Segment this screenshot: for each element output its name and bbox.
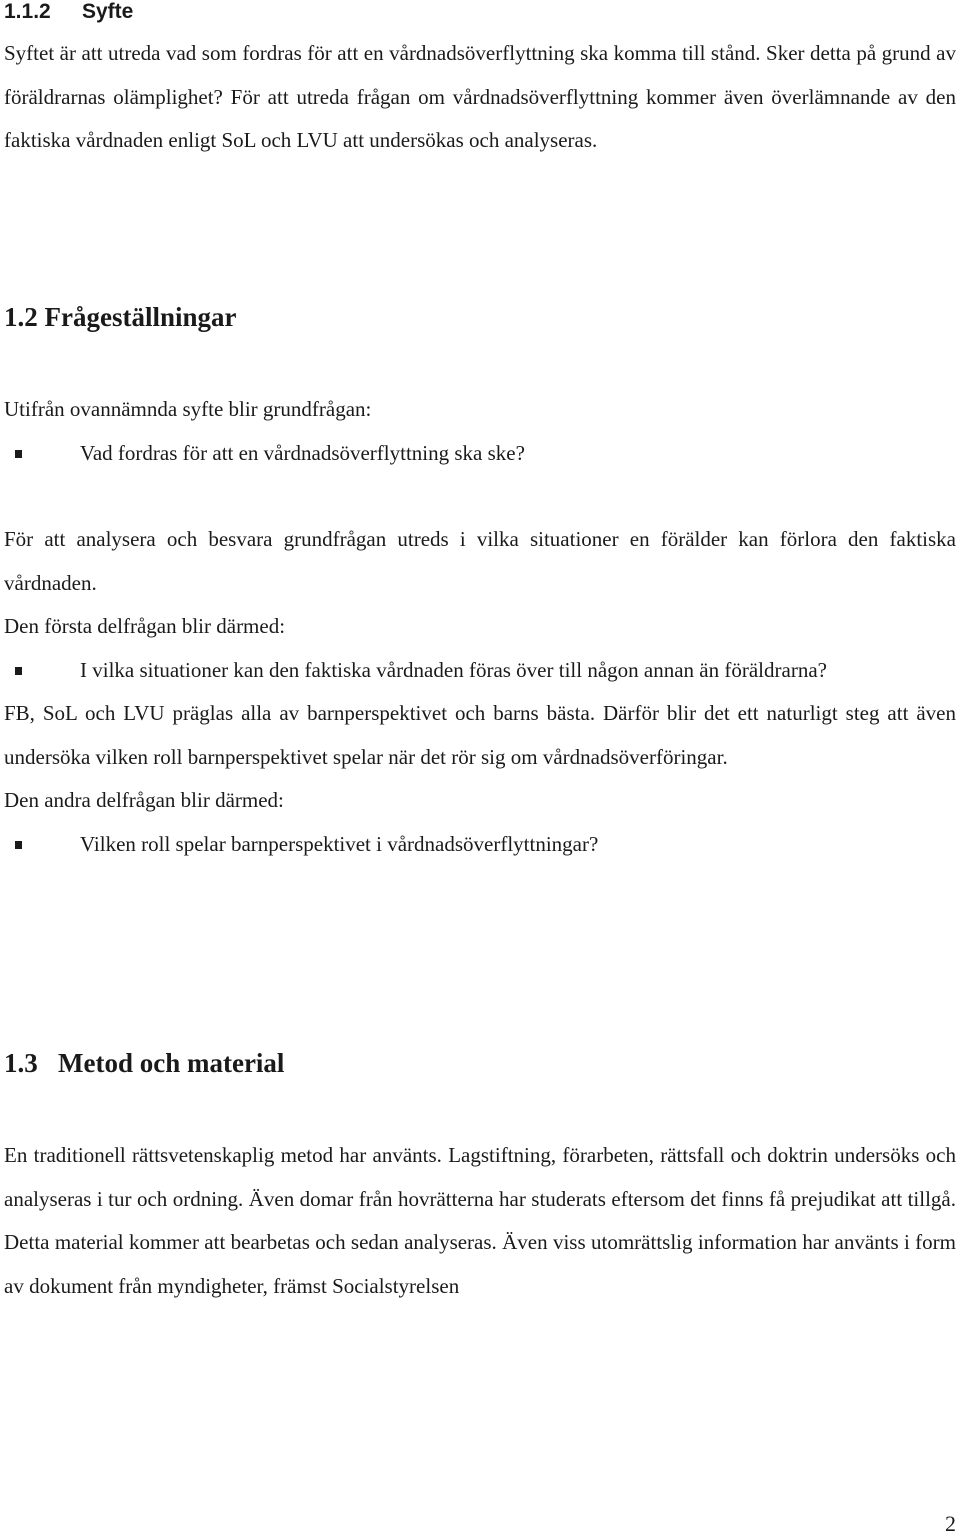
fragestallningar-intro-block [4, 388, 956, 475]
syfte-paragraph: Syftet är att utreda vad som fordras för att en vårdnadsöverflyttning ska komma till stånd. Sker detta på grund av föräldrarnas olämplighet? För att utreda frågan om vårdnadsöverflyttning kommer även överlämnande av den faktiska vårdnaden enligt SoL och LVU att undersökas och analyseras. [4, 41, 956, 152]
main-question: Vad fordras för att en vårdnadsöverflyttning ska ske? [80, 440, 525, 465]
section-title: Syfte [82, 0, 134, 23]
paragraph: För att analysera och besvara grundfrågan utreds i vilka situationer en förälder kan förlora den faktiska vårdnaden. [4, 527, 956, 595]
square-bullet-icon [15, 450, 22, 458]
section-title: Metod och material [58, 1048, 285, 1078]
second-subquestion: Vilken roll spelar barnperspektivet i vårdnadsöverflyttningar? [80, 831, 599, 856]
metod-paragraph: En traditionell rättsvetenskaplig metod har använts. Lagstiftning, förarbeten, rättsfall och doktrin undersöks och analyseras i tur och ordning. Även domar från hovrätterna har studerats eftersom det finns få prejudikat att tillgå. Detta material kommer att bearbetas och sedan analyseras. Även viss utomrättslig information har använts i form av dokument från myndigheter, främst Socialstyrelsen [4, 1143, 956, 1298]
square-bullet-icon [15, 667, 22, 675]
first-subquestion: I vilka situationer kan den faktiska vårdnaden föras över till någon annan än föräldrarna? [80, 657, 827, 682]
square-bullet-icon [15, 841, 22, 849]
section-number: 1.3 [4, 1048, 38, 1078]
section-title: 1.2 Frågeställningar [4, 302, 237, 332]
section-number: 1.1.2 [4, 0, 51, 23]
fragestallningar-body-block [4, 518, 956, 866]
section-heading-fragestallningar [4, 297, 956, 337]
metod-paragraph-block [4, 1134, 956, 1308]
section-heading-syfte [4, 0, 133, 24]
intro-text: Den andra delfrågan blir därmed: [4, 788, 284, 812]
syfte-paragraph-block [4, 32, 956, 163]
list-item [4, 649, 956, 693]
paragraph: FB, SoL och LVU präglas alla av barnperspektivet och barns bästa. Därför blir det ett naturligt steg att även undersöka vilken roll barnperspektivet spelar när det rör sig om vårdnadsöverföringar. [4, 701, 956, 769]
list-item [4, 432, 956, 476]
intro-text: Den första delfrågan blir därmed: [4, 614, 286, 638]
page-number: 2 [945, 1511, 956, 1536]
section-heading-metod [4, 1047, 284, 1079]
intro-text: Utifrån ovannämnda syfte blir grundfrågan: [4, 397, 372, 421]
list-item [4, 823, 956, 867]
